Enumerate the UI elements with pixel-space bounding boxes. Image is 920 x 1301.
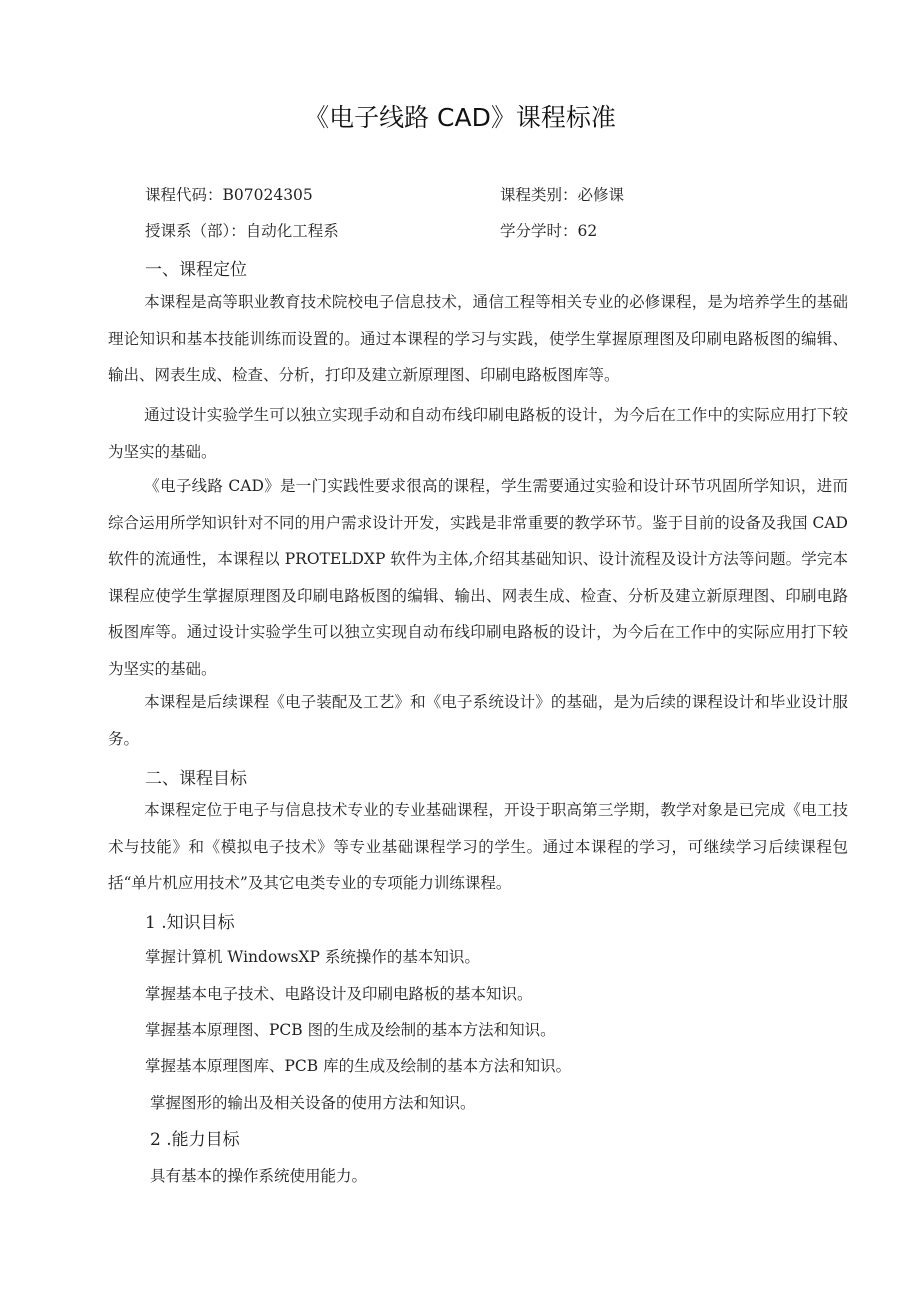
course-type: 课程类别：必修课 bbox=[500, 186, 625, 204]
paragraph bbox=[108, 397, 848, 470]
list-item: 掌握基本原理图、PCB 图的生成及绘制的基本方法和知识。 bbox=[145, 1021, 556, 1039]
section-heading-positioning: 一、课程定位 bbox=[145, 260, 247, 280]
paragraph-text: 本课程定位于电子与信息技术专业的专业基础课程，开设于职高第三学期，教学对象是已完成《电工技术与技能》和《模拟电子技术》等专业基础课程学习的学生。通过本课程的学习，可继续学习后续课程包括“单片机应用技术”及其它电类专业的专项能力训练课程。 bbox=[108, 801, 848, 892]
department: 授课系（部）：自动化工程系 bbox=[145, 222, 339, 240]
document-title: 《电子线路 CAD》课程标准 bbox=[304, 103, 616, 132]
list-item: 掌握基本电子技术、电路设计及印刷电路板的基本知识。 bbox=[145, 985, 533, 1003]
section-heading-objectives: 二、课程目标 bbox=[145, 769, 247, 789]
list-item: 掌握基本原理图库、PCB 库的生成及绘制的基本方法和知识。 bbox=[145, 1057, 572, 1075]
list-item: 具有基本的操作系统使用能力。 bbox=[150, 1167, 368, 1185]
paragraph bbox=[108, 468, 848, 687]
list-item: 掌握计算机 WindowsXP 系统操作的基本知识。 bbox=[145, 948, 480, 966]
paragraph-text: 本课程是高等职业教育技术院校电子信息技术，通信工程等相关专业的必修课程，是为培养学生的基础理论知识和基本技能训练而设置的。通过本课程的学习与实践，使学生掌握原理图及印刷电路板图的编辑、输出、网表生成、检查、分析，打印及建立新原理图、印刷电路板图库等。 bbox=[108, 293, 848, 384]
paragraph-text: 本课程是后续课程《电子装配及工艺》和《电子系统设计》的基础，是为后续的课程设计和毕业设计服务。 bbox=[108, 693, 848, 748]
paragraph bbox=[108, 284, 848, 394]
subheading-knowledge: 1 .知识目标 bbox=[145, 913, 235, 933]
course-code: 课程代码：B07024305 bbox=[145, 186, 313, 204]
paragraph bbox=[108, 792, 848, 902]
subheading-ability: 2 .能力目标 bbox=[150, 1130, 240, 1150]
paragraph bbox=[108, 684, 848, 757]
list-item: 掌握图形的输出及相关设备的使用方法和知识。 bbox=[150, 1094, 476, 1112]
credits-hours: 学分学时：62 bbox=[500, 222, 598, 240]
paragraph-text: 《电子线路 CAD》是一门实践性要求很高的课程，学生需要通过实验和设计环节巩固所学知识，进而综合运用所学知识针对不同的用户需求设计开发，实践是非常重要的教学环节。鉴于目前的设备及我国 CAD 软件的流通性，本课程以 PROTELDXP 软件为主体,介绍其基础知识、设计流程及设计方法等问题。学完本课程应使学生掌握原理图及印刷电路板图的编辑、输出、网表生成、检查、分析及建立新原理图、印刷电路板图库等。通过设计实验学生可以独立实现自动布线印刷电路板的设计，为今后在工作中的实际应用打下较为坚实的基础。 bbox=[108, 477, 848, 678]
paragraph-text: 通过设计实验学生可以独立实现手动和自动布线印刷电路板的设计，为今后在工作中的实际应用打下较为坚实的基础。 bbox=[108, 406, 848, 461]
